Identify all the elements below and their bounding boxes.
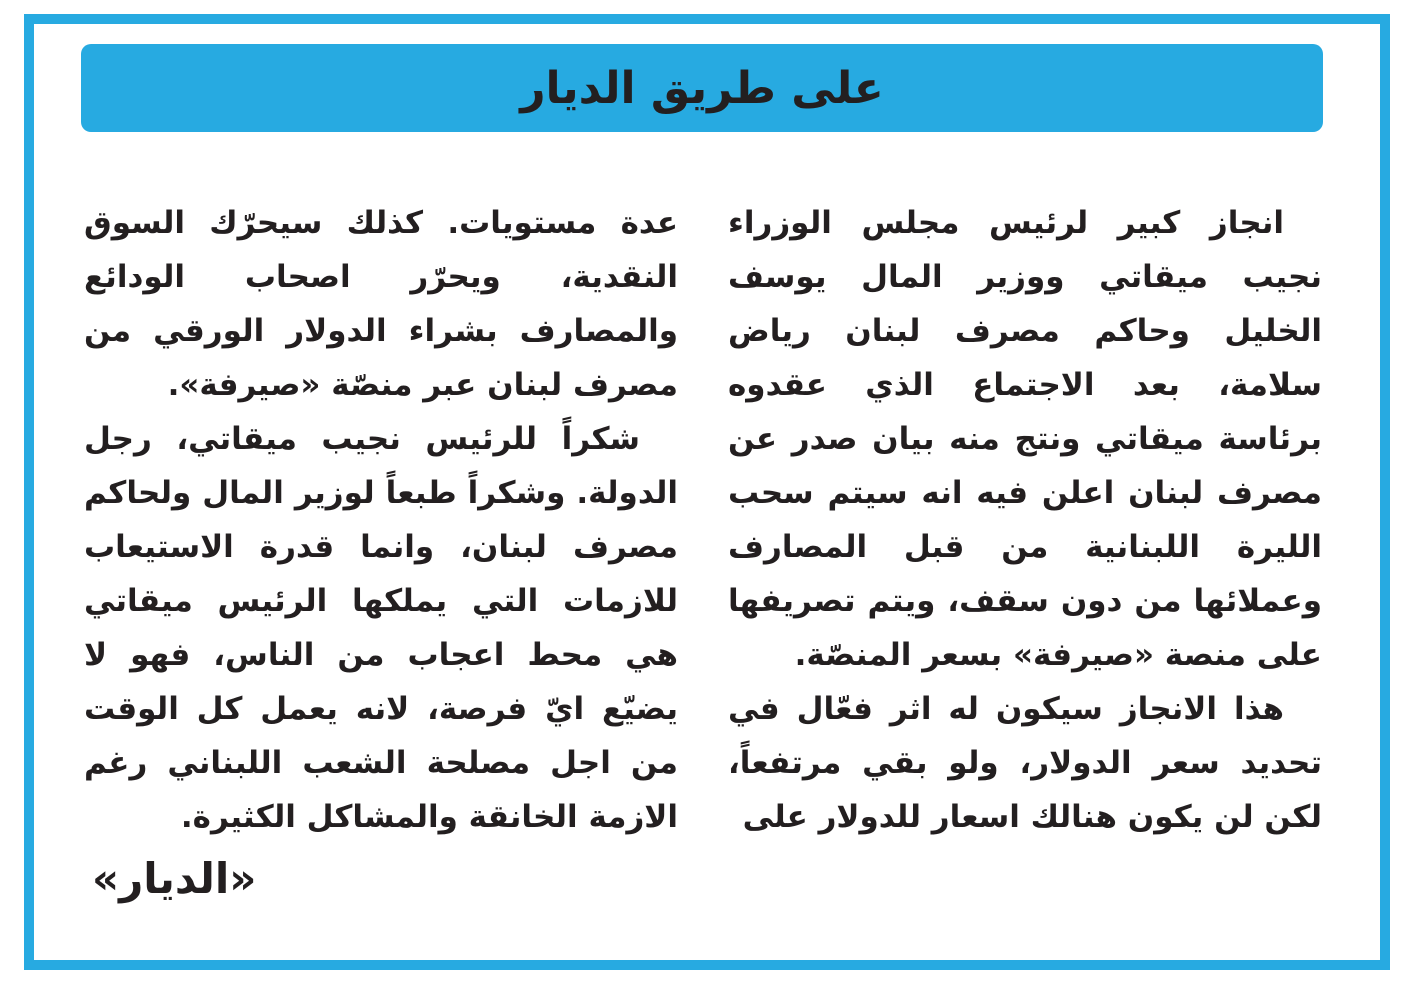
article-paragraph: شكراً للرئيس نجيب ميقاتي، رجل الدولة. وشكراً طبعاً لوزير المال ولحاكم مصرف لبنان، وانما قدرة الاستيعاب للازمات التي يملكها الرئيس ميقاتي هي محط اعجاب من الناس، فهو لا يضيّع ايّ فرصة، لانه يعمل كل الوقت من اجل مصلحة الشعب اللبناني رغم الازمة الخانقة والمشاكل الكثيرة. [84, 421, 678, 835]
article-column-left [84, 196, 678, 844]
article-column-right [728, 196, 1322, 844]
article-paragraph: هذا الانجاز سيكون له اثر فعّال في تحديد سعر الدولار، ولو بقي مرتفعاً، لكن لن يكون هنالك اسعار للدولار على [728, 691, 1322, 835]
signature: «الديار» [92, 854, 257, 903]
article-paragraph: انجاز كبير لرئيس مجلس الوزراء نجيب ميقاتي ووزير المال يوسف الخليل وحاكم مصرف لبنان رياض سلامة، بعد الاجتماع الذي عقدوه برئاسة ميقاتي ونتج منه بيان صدر عن مصرف لبنان اعلن فيه انه سيتم سحب الليرة اللبنانية من قبل المصارف وعملائها من دون سقف، ويتم تصريفها على منصة «صيرفة» بسعر المنصّة. [728, 205, 1322, 673]
page-title: على طريق الديار [520, 62, 884, 114]
article-frame [24, 14, 1390, 970]
header-banner [81, 44, 1323, 132]
article-paragraph: عدة مستويات. كذلك سيحرّك السوق النقدية، ويحرّر اصحاب الودائع والمصارف بشراء الدولار الورقي من مصرف لبنان عبر منصّة «صيرفة». [84, 205, 678, 403]
